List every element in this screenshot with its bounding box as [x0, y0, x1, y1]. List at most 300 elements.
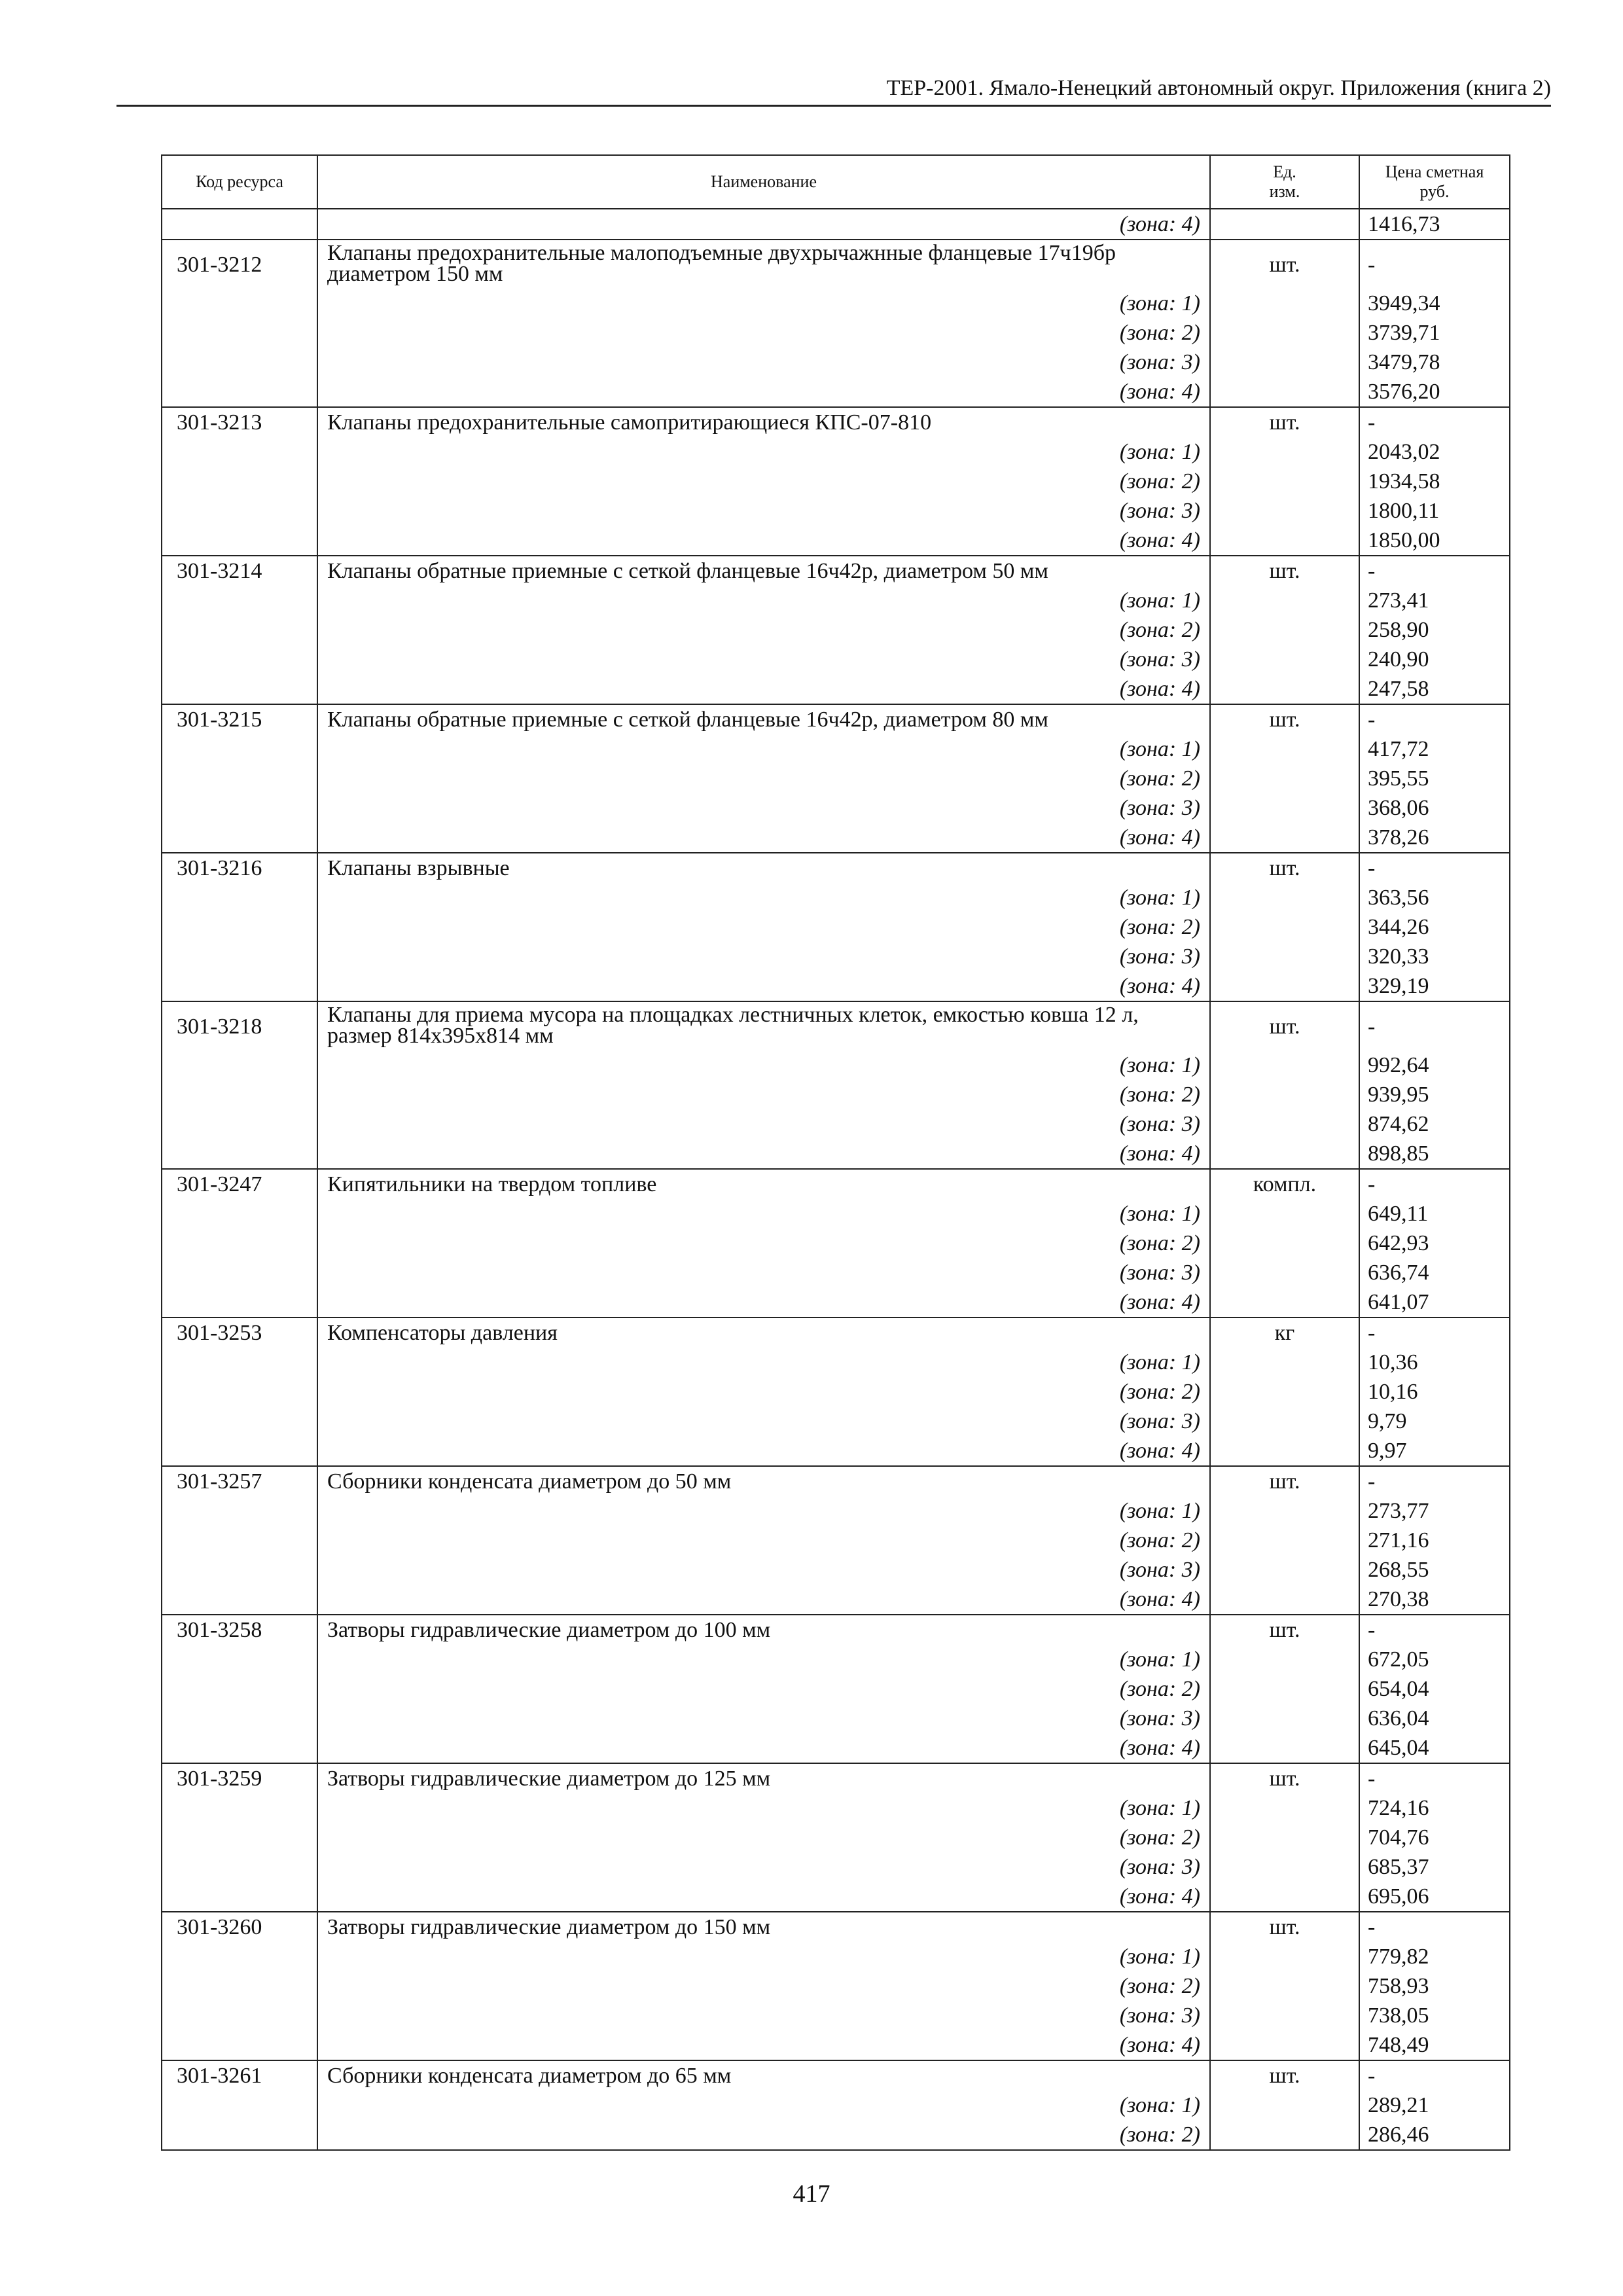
zone-unit-cell [1210, 1645, 1359, 1674]
zone-code-cell [162, 1823, 317, 1852]
zone-row [162, 1823, 1510, 1852]
zone-code-cell [162, 674, 317, 704]
resource-code: 301-3260 [162, 1912, 317, 1942]
zone-unit-cell [1210, 377, 1359, 407]
resource-unit: шт. [1210, 1912, 1359, 1942]
zone-code-cell [162, 1882, 317, 1912]
zone-code-cell [162, 318, 317, 348]
zone-price: 685,37 [1359, 1852, 1510, 1882]
page-number: 417 [793, 2180, 830, 2208]
zone-unit-cell [1210, 764, 1359, 793]
zone-unit-cell [1210, 1109, 1359, 1139]
zone-label: (зона: 2) [317, 2120, 1210, 2150]
zone-code-cell [162, 1585, 317, 1615]
zone-label: (зона: 2) [317, 1971, 1210, 2001]
zone-unit-cell [1210, 467, 1359, 496]
table-row [162, 1763, 1510, 1793]
zone-code-cell [162, 496, 317, 526]
zone-unit-cell [1210, 793, 1359, 823]
zone-unit-cell [1210, 1852, 1359, 1882]
resource-name: Сборники конденсата диаметром до 50 мм [317, 1466, 1210, 1496]
zone-unit-cell [1210, 1377, 1359, 1407]
zone-code-cell [162, 1555, 317, 1585]
zone-unit-cell [1210, 437, 1359, 467]
zone-price: 724,16 [1359, 1793, 1510, 1823]
zone-code-cell [162, 1674, 317, 1704]
zone-code-cell [162, 348, 317, 377]
table-row [162, 1615, 1510, 1645]
zone-price: 2043,02 [1359, 437, 1510, 467]
zone-price: 1850,00 [1359, 526, 1510, 556]
zone-code-cell [162, 764, 317, 793]
zone-price: 378,26 [1359, 823, 1510, 853]
zone-unit-cell [1210, 674, 1359, 704]
zone-unit-cell [1210, 2030, 1359, 2060]
zone-unit-cell [1210, 734, 1359, 764]
zone-price: 654,04 [1359, 1674, 1510, 1704]
zone-row [162, 1971, 1510, 2001]
zone-label: (зона: 4) [317, 823, 1210, 853]
zone-price: 247,58 [1359, 674, 1510, 704]
zone-row [162, 437, 1510, 467]
zone-label: (зона: 1) [317, 586, 1210, 615]
zone-code-cell [162, 1407, 317, 1436]
resource-code: 301-3258 [162, 1615, 317, 1645]
zone-label: (зона: 4) [317, 1139, 1210, 1169]
zone-row [162, 883, 1510, 912]
zone-unit-cell [1210, 645, 1359, 674]
carryover-code-cell [162, 209, 317, 240]
resource-base-price: - [1359, 1001, 1510, 1050]
zone-price: 649,11 [1359, 1199, 1510, 1229]
zone-row [162, 674, 1510, 704]
zone-label: (зона: 1) [317, 1199, 1210, 1229]
zone-price: 240,90 [1359, 645, 1510, 674]
resource-base-price: - [1359, 407, 1510, 437]
zone-row [162, 2030, 1510, 2060]
zone-label: (зона: 3) [317, 1109, 1210, 1139]
column-header-unit: Ед. изм. [1210, 155, 1359, 209]
zone-label: (зона: 4) [317, 1436, 1210, 1466]
zone-label: (зона: 1) [317, 1942, 1210, 1971]
resource-code: 301-3214 [162, 556, 317, 586]
resource-unit: шт. [1210, 1763, 1359, 1793]
zone-code-cell [162, 823, 317, 853]
resource-unit: шт. [1210, 556, 1359, 586]
zone-label: (зона: 4) [317, 674, 1210, 704]
zone-unit-cell [1210, 1050, 1359, 1080]
zone-code-cell [162, 1080, 317, 1109]
zone-label: (зона: 3) [317, 645, 1210, 674]
zone-unit-cell [1210, 1585, 1359, 1615]
zone-code-cell [162, 1733, 317, 1763]
resource-code: 301-3218 [162, 1001, 317, 1050]
zone-unit-cell [1210, 496, 1359, 526]
resource-base-price: - [1359, 1466, 1510, 1496]
zone-label: (зона: 3) [317, 1555, 1210, 1585]
zone-price: 636,04 [1359, 1704, 1510, 1733]
zone-row [162, 971, 1510, 1001]
zone-code-cell [162, 971, 317, 1001]
zone-row [162, 526, 1510, 556]
resource-unit: шт. [1210, 2060, 1359, 2090]
zone-code-cell [162, 1496, 317, 1526]
zone-label: (зона: 1) [317, 1050, 1210, 1080]
zone-price: 779,82 [1359, 1942, 1510, 1971]
zone-label: (зона: 1) [317, 734, 1210, 764]
resource-unit: шт. [1210, 853, 1359, 883]
zone-price: 758,93 [1359, 1971, 1510, 2001]
table-row [162, 240, 1510, 289]
zone-price: 704,76 [1359, 1823, 1510, 1852]
zone-code-cell [162, 1199, 317, 1229]
zone-label: (зона: 1) [317, 1348, 1210, 1377]
table-row [162, 1318, 1510, 1348]
zone-unit-cell [1210, 1199, 1359, 1229]
zone-row [162, 2120, 1510, 2150]
carryover-zone-label: (зона: 4) [317, 209, 1210, 240]
zone-label: (зона: 1) [317, 883, 1210, 912]
zone-row [162, 1080, 1510, 1109]
zone-label: (зона: 2) [317, 1526, 1210, 1555]
zone-row [162, 2090, 1510, 2120]
zone-price: 320,33 [1359, 942, 1510, 971]
zone-row [162, 1852, 1510, 1882]
resource-code: 301-3259 [162, 1763, 317, 1793]
zone-row [162, 1882, 1510, 1912]
zone-code-cell [162, 467, 317, 496]
zone-price: 271,16 [1359, 1526, 1510, 1555]
zone-unit-cell [1210, 942, 1359, 971]
zone-row [162, 1199, 1510, 1229]
zone-row [162, 1645, 1510, 1674]
zone-row [162, 289, 1510, 318]
zone-label: (зона: 4) [317, 377, 1210, 407]
table-row [162, 1169, 1510, 1199]
resource-name: Клапаны обратные приемные с сеткой фланцевые 16ч42р, диаметром 50 мм [317, 556, 1210, 586]
zone-code-cell [162, 1793, 317, 1823]
zone-code-cell [162, 912, 317, 942]
zone-label: (зона: 1) [317, 1496, 1210, 1526]
zone-price: 289,21 [1359, 2090, 1510, 2120]
zone-row [162, 467, 1510, 496]
zone-label: (зона: 2) [317, 467, 1210, 496]
zone-code-cell [162, 1526, 317, 1555]
zone-unit-cell [1210, 1080, 1359, 1109]
zone-unit-cell [1210, 1526, 1359, 1555]
zone-code-cell [162, 1377, 317, 1407]
zone-unit-cell [1210, 1348, 1359, 1377]
zone-row [162, 1109, 1510, 1139]
resource-name: Клапаны обратные приемные с сеткой фланцевые 16ч42р, диаметром 80 мм [317, 704, 1210, 734]
column-header-price: Цена сметная руб. [1359, 155, 1510, 209]
carryover-row [162, 209, 1510, 240]
zone-unit-cell [1210, 823, 1359, 853]
zone-price: 3479,78 [1359, 348, 1510, 377]
zone-price: 1800,11 [1359, 496, 1510, 526]
table-row [162, 556, 1510, 586]
zone-code-cell [162, 586, 317, 615]
zone-label: (зона: 1) [317, 2090, 1210, 2120]
zone-unit-cell [1210, 2090, 1359, 2120]
running-header-title: ТЕР-2001. Ямало-Ненецкий автономный округ. Приложения (книга 2) [886, 76, 1551, 100]
zone-price: 3576,20 [1359, 377, 1510, 407]
zone-label: (зона: 3) [317, 1407, 1210, 1436]
zone-unit-cell [1210, 1882, 1359, 1912]
zone-code-cell [162, 883, 317, 912]
zone-label: (зона: 3) [317, 1704, 1210, 1733]
zone-unit-cell [1210, 1496, 1359, 1526]
zone-row [162, 1526, 1510, 1555]
zone-unit-cell [1210, 348, 1359, 377]
zone-label: (зона: 3) [317, 942, 1210, 971]
zone-row [162, 1674, 1510, 1704]
zone-row [162, 377, 1510, 407]
resource-unit: шт. [1210, 1001, 1359, 1050]
zone-label: (зона: 3) [317, 1258, 1210, 1287]
zone-unit-cell [1210, 2120, 1359, 2150]
zone-code-cell [162, 1287, 317, 1318]
zone-code-cell [162, 734, 317, 764]
resource-code: 301-3212 [162, 240, 317, 289]
zone-unit-cell [1210, 1823, 1359, 1852]
zone-label: (зона: 4) [317, 526, 1210, 556]
zone-price: 268,55 [1359, 1555, 1510, 1585]
zone-row [162, 1555, 1510, 1585]
resource-price-table [161, 154, 1510, 2151]
zone-code-cell [162, 2090, 317, 2120]
zone-unit-cell [1210, 289, 1359, 318]
zone-row [162, 1258, 1510, 1287]
resource-name: Затворы гидравлические диаметром до 100 мм [317, 1615, 1210, 1645]
zone-label: (зона: 4) [317, 1882, 1210, 1912]
resource-base-price: - [1359, 853, 1510, 883]
zone-row [162, 1793, 1510, 1823]
zone-label: (зона: 2) [317, 1080, 1210, 1109]
resource-unit: шт. [1210, 407, 1359, 437]
zone-label: (зона: 3) [317, 793, 1210, 823]
zone-label: (зона: 4) [317, 971, 1210, 1001]
resource-base-price: - [1359, 1615, 1510, 1645]
zone-unit-cell [1210, 318, 1359, 348]
zone-code-cell [162, 1139, 317, 1169]
zone-unit-cell [1210, 526, 1359, 556]
zone-code-cell [162, 793, 317, 823]
table-row [162, 407, 1510, 437]
resource-name: Клапаны для приема мусора на площадках лестничных клеток, емкостью ковша 12 л, размер 814х395х814 мм [317, 1001, 1210, 1050]
zone-label: (зона: 2) [317, 1229, 1210, 1258]
resource-name: Затворы гидравлические диаметром до 125 мм [317, 1763, 1210, 1793]
zone-price: 286,46 [1359, 2120, 1510, 2150]
resource-unit: шт. [1210, 240, 1359, 289]
zone-row [162, 1377, 1510, 1407]
zone-row [162, 1229, 1510, 1258]
zone-price: 672,05 [1359, 1645, 1510, 1674]
table-row [162, 2060, 1510, 2090]
zone-unit-cell [1210, 615, 1359, 645]
zone-row [162, 615, 1510, 645]
zone-label: (зона: 4) [317, 1287, 1210, 1318]
zone-unit-cell [1210, 1139, 1359, 1169]
zone-unit-cell [1210, 2001, 1359, 2030]
zone-price: 395,55 [1359, 764, 1510, 793]
zone-label: (зона: 1) [317, 1793, 1210, 1823]
carryover-unit-cell [1210, 209, 1359, 240]
zone-unit-cell [1210, 883, 1359, 912]
resource-name: Клапаны предохранительные малоподъемные двухрычажнные фланцевые 17ч19бр диаметром 150 мм [317, 240, 1210, 289]
zone-code-cell [162, 1348, 317, 1377]
zone-unit-cell [1210, 1793, 1359, 1823]
zone-price: 695,06 [1359, 1882, 1510, 1912]
zone-label: (зона: 2) [317, 1674, 1210, 1704]
zone-price: 363,56 [1359, 883, 1510, 912]
table-row [162, 704, 1510, 734]
zone-code-cell [162, 1971, 317, 2001]
zone-label: (зона: 1) [317, 437, 1210, 467]
zone-row [162, 734, 1510, 764]
resource-base-price: - [1359, 1763, 1510, 1793]
table-row [162, 1912, 1510, 1942]
zone-price: 329,19 [1359, 971, 1510, 1001]
resource-name: Кипятильники на твердом топливе [317, 1169, 1210, 1199]
zone-label: (зона: 2) [317, 318, 1210, 348]
zone-price: 344,26 [1359, 912, 1510, 942]
zone-row [162, 793, 1510, 823]
zone-row [162, 2001, 1510, 2030]
resource-base-price: - [1359, 240, 1510, 289]
zone-price: 898,85 [1359, 1139, 1510, 1169]
table-row [162, 853, 1510, 883]
table-row [162, 1466, 1510, 1496]
zone-code-cell [162, 1258, 317, 1287]
zone-code-cell [162, 615, 317, 645]
resource-name: Затворы гидравлические диаметром до 150 мм [317, 1912, 1210, 1942]
column-header-name: Наименование [317, 155, 1210, 209]
zone-price: 1934,58 [1359, 467, 1510, 496]
zone-unit-cell [1210, 912, 1359, 942]
zone-code-cell [162, 1109, 317, 1139]
zone-price: 10,36 [1359, 1348, 1510, 1377]
zone-row [162, 1496, 1510, 1526]
resource-code: 301-3216 [162, 853, 317, 883]
zone-code-cell [162, 942, 317, 971]
zone-code-cell [162, 437, 317, 467]
zone-row [162, 586, 1510, 615]
resource-base-price: - [1359, 1169, 1510, 1199]
zone-unit-cell [1210, 1733, 1359, 1763]
table-body [162, 209, 1510, 2150]
zone-row [162, 645, 1510, 674]
zone-price: 645,04 [1359, 1733, 1510, 1763]
zone-code-cell [162, 2030, 317, 2060]
zone-unit-cell [1210, 1555, 1359, 1585]
table-row [162, 1001, 1510, 1050]
resource-name: Сборники конденсата диаметром до 65 мм [317, 2060, 1210, 2090]
zone-label: (зона: 2) [317, 764, 1210, 793]
resource-code: 301-3247 [162, 1169, 317, 1199]
zone-price: 270,38 [1359, 1585, 1510, 1615]
resource-unit: кг [1210, 1318, 1359, 1348]
zone-label: (зона: 1) [317, 1645, 1210, 1674]
resource-name: Компенсаторы давления [317, 1318, 1210, 1348]
zone-price: 368,06 [1359, 793, 1510, 823]
zone-unit-cell [1210, 1704, 1359, 1733]
zone-row [162, 1348, 1510, 1377]
zone-code-cell [162, 526, 317, 556]
zone-code-cell [162, 1852, 317, 1882]
zone-label: (зона: 4) [317, 1585, 1210, 1615]
zone-price: 10,16 [1359, 1377, 1510, 1407]
resource-base-price: - [1359, 704, 1510, 734]
zone-price: 3739,71 [1359, 318, 1510, 348]
resource-unit: компл. [1210, 1169, 1359, 1199]
zone-label: (зона: 4) [317, 1733, 1210, 1763]
zone-label: (зона: 2) [317, 912, 1210, 942]
zone-code-cell [162, 1229, 317, 1258]
zone-code-cell [162, 2120, 317, 2150]
zone-unit-cell [1210, 971, 1359, 1001]
zone-row [162, 1407, 1510, 1436]
resource-name: Клапаны предохранительные самопритирающиеся КПС-07-810 [317, 407, 1210, 437]
zone-unit-cell [1210, 1287, 1359, 1318]
resource-code: 301-3261 [162, 2060, 317, 2090]
zone-code-cell [162, 1050, 317, 1080]
resource-base-price: - [1359, 2060, 1510, 2090]
resource-unit: шт. [1210, 1466, 1359, 1496]
zone-row [162, 318, 1510, 348]
column-header-code: Код ресурса [162, 155, 317, 209]
zone-price: 636,74 [1359, 1258, 1510, 1287]
resource-base-price: - [1359, 556, 1510, 586]
zone-price: 939,95 [1359, 1080, 1510, 1109]
zone-unit-cell [1210, 1229, 1359, 1258]
zone-row [162, 1287, 1510, 1318]
zone-label: (зона: 2) [317, 1377, 1210, 1407]
zone-row [162, 348, 1510, 377]
resource-unit: шт. [1210, 1615, 1359, 1645]
zone-unit-cell [1210, 1258, 1359, 1287]
resource-code: 301-3213 [162, 407, 317, 437]
zone-row [162, 496, 1510, 526]
resource-code: 301-3253 [162, 1318, 317, 1348]
zone-row [162, 1139, 1510, 1169]
zone-row [162, 1704, 1510, 1733]
carryover-price: 1416,73 [1359, 209, 1510, 240]
zone-price: 273,41 [1359, 586, 1510, 615]
zone-row [162, 823, 1510, 853]
running-header [116, 72, 1551, 107]
zone-price: 258,90 [1359, 615, 1510, 645]
zone-label: (зона: 1) [317, 289, 1210, 318]
zone-price: 641,07 [1359, 1287, 1510, 1318]
zone-price: 738,05 [1359, 2001, 1510, 2030]
zone-price: 992,64 [1359, 1050, 1510, 1080]
resource-unit: шт. [1210, 704, 1359, 734]
zone-price: 9,97 [1359, 1436, 1510, 1466]
zone-price: 748,49 [1359, 2030, 1510, 2060]
zone-label: (зона: 3) [317, 496, 1210, 526]
zone-unit-cell [1210, 1971, 1359, 2001]
resource-name: Клапаны взрывные [317, 853, 1210, 883]
zone-label: (зона: 2) [317, 615, 1210, 645]
resource-code: 301-3215 [162, 704, 317, 734]
zone-row [162, 1942, 1510, 1971]
zone-unit-cell [1210, 1436, 1359, 1466]
zone-code-cell [162, 1704, 317, 1733]
zone-label: (зона: 3) [317, 348, 1210, 377]
zone-unit-cell [1210, 1407, 1359, 1436]
zone-price: 273,77 [1359, 1496, 1510, 1526]
